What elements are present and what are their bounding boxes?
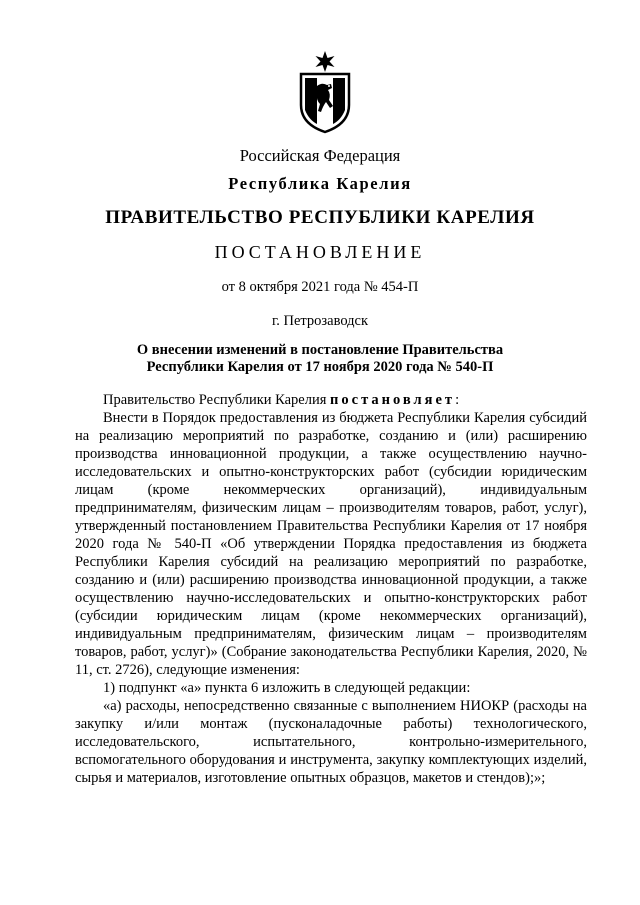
body-paragraph-3: «а) расходы, непосредственно связанные с выполнением НИОКР (расходы на закупку и/или монтаж (пусконаладочные работы) технологического, исследовательского, испытательного, контрольно-измерительного, вспомогательного оборудования и инструмента, закупку комплектующих изделий, сырья и материалов, изготовление опытных образцов, макетов и стендов);»; — [75, 698, 587, 786]
authority-name: ПРАВИТЕЛЬСТВО РЕСПУБЛИКИ КАРЕЛИЯ — [105, 207, 535, 228]
document-city: г. Петрозаводск — [271, 313, 369, 329]
document-title — [0, 342, 640, 376]
document-title-line-2: Республики Карелия от 17 ноября 2020 года № 540-П — [146, 359, 494, 375]
document-title-line-1: О внесении изменений в постановление Правительства — [136, 342, 504, 358]
document-body — [75, 391, 587, 787]
resolution-keyword: постановляет — [330, 392, 456, 408]
intro-prefix: Правительство Республики Карелия — [103, 392, 331, 408]
republic-name: Республика Карелия — [228, 174, 412, 193]
document-type: ПОСТАНОВЛЕНИЕ — [214, 242, 426, 262]
intro-suffix: : — [455, 392, 460, 408]
body-paragraph-2: 1) подпункт «а» пункта 6 изложить в следующей редакции: — [103, 680, 471, 696]
body-paragraph-1: Внести в Порядок предоставления из бюджета Республики Карелия субсидий на реализацию мероприятий по разработке, созданию и (или) расширению производства инновационной продукции, а также осуществлению научно-исследовательских и опытно-конструкторских работ (субсидии юридическим лицам (кроме некоммерческих организаций), индивидуальным предпринимателям, физическим лицам – производителям товаров, работ, услуг), утвержденный постановлением Правительства Республики Карелия от 17 ноября 2020 года № 540-П «Об утверждении Порядка предоставления из бюджета Республики Карелия субсидий на реализацию мероприятий по разработке, созданию и (или) расширению производства инновационной продукции, а также осуществлению научно-исследовательских и опытно-конструкторских работ (субсидии юридическим лицам (кроме некоммерческих организаций), индивидуальным предпринимателям, физическим лицам – производителям товаров, работ, услуг)» (Собрание законодательства Республики Карелия, 2020, № 11, ст. 2726), следующие изменения: — [75, 410, 587, 678]
intro-paragraph — [75, 391, 587, 409]
country-name: Российская Федерация — [239, 146, 401, 165]
karelia-coat-of-arms-icon — [297, 50, 353, 134]
document-date-number: от 8 октября 2021 года № 454-П — [221, 279, 419, 295]
